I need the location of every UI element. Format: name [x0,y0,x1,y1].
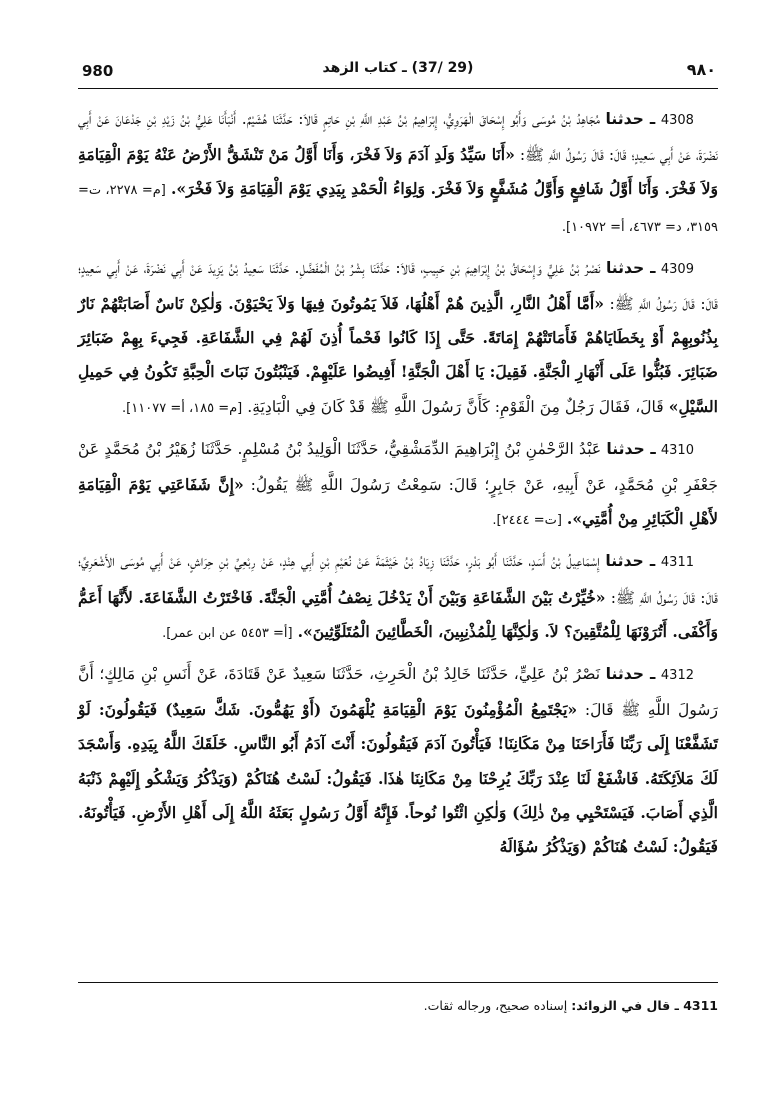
hadith-matn: «يَجْتَمِعُ الْمُؤْمِنُونَ يَوْمَ الْقِيَامَةِ يُلْهَمُونَ (أَوْ يَهُمُّونَ. شَكَّ سَعِيدٌ) فَيَقُولُونَ: لَوْ تَشَفَّعْنَا إِلَى رَبِّنَا فَأَرَاحَنَا مِنْ مَكَانِنَا! فَيَأْتُونَ آدَمَ فَيَقُولُونَ: أَنْتَ آدَمُ أَبُو النَّاسِ. خَلَقَكَ اللَّهُ بِيَدِهِ. وَأَسْجَدَ لَكَ مَلاَئِكَتَهُ. فَاشْفَعْ لَنَا عِنْدَ رَبِّكَ يُرِحْنَا مِنْ مَكَانِنَا هٰذَا. فَيَقُولُ: لَسْتُ هُنَاكُمْ (وَيَذْكُرُ وَيَشْكُو إِلَيْهِمْ ذَنْبَهُ الَّذِي أَصَابَ. فَيَسْتَحْيِي مِنْ ذٰلِكَ) وَلٰكِنِ ائْتُوا نُوحاً. فَإِنَّهُ أَوَّلُ رَسُولٍ بَعَثَهُ اللَّهُ إِلَى أَهْلِ الأَرْضِ. فَيَأْتُونَهُ. فَيَقُولُ: لَسْتُ هُنَاكُمْ (وَيَذْكُرُ سُؤَالَهُ [78,700,718,857]
hadith-matn: «أَنَا سَيِّدُ وَلَدِ آدَمَ وَلاَ فَخْرَ، وَأَنَا أَوَّلُ مَنْ تَنْشَقُّ الأَرْضُ عَنْهُ يَوْمَ الْقِيَامَةِ وَلاَ فَخْرَ. وَأَنَا أَوَّلُ شَافِعٍ وَأَوَّلُ مُشَفَّعٍ وَلاَ فَخْرَ. وَلِوَاءُ الْحَمْدِ بِيَدِي يَوْمَ الْقِيَامَةِ وَلاَ فَخْرَ». [78,145,719,199]
header-divider [78,88,718,89]
hadith-number: 4312 [660,668,694,684]
hadith-matn: «أَمَّا أَهْلُ النَّارِ، الَّذِينَ هُمْ أَهْلُهَا، فَلاَ يَمُوتُونَ فِيهَا وَلاَ يَحْيَوْنَ. وَلٰكِنْ نَاسٌ أَصَابَتْهُمْ نَارٌ بِذُنُوبِهِمْ أَوْ بِخَطَايَاهُمْ فَأَمَاتَتْهُمْ إِمَاتَةً. حَتَّى إِذَا كَانُوا فَحْماً أُذِنَ لَهُمْ فِي الشَّفَاعَةِ. فَجِيءَ بِهِمْ ضَبَائِرَ ضَبَائِرَ. فَبُثُّوا عَلَى أَنْهَارِ الْجَنَّةِ. فَقِيلَ: يَا أَهْلَ الْجَنَّةِ! أَفِيضُوا عَلَيْهِمْ. فَيَنْبُتُونَ نَبَاتَ الْحِبَّةِ تَكُونُ فِي حَمِيلِ السَّيْلِ» [78,294,718,416]
hadith-4308 [78,102,718,245]
footnote-divider [78,982,718,983]
hadith-isnad: نَصْرُ بْنُ عَلِيٍّ، حَدَّثَنَا خَالِدُ بْنُ الْحَرِثِ، حَدَّثَنَا سَعِيدٌ عَنْ قَتَادَةَ، عَنْ أَنَسِ بْنِ مَالِكٍ؛ أَنَّ رَسُولَ اللَّهِ ﷺ قَالَ: [78,665,718,720]
hadith-matn: «إِنَّ شَفَاعَتِي يَوْمَ الْقِيَامَةِ لأَهْلِ الْكَبَائِرِ مِنْ أُمَّتِي». [78,475,718,529]
hadith-lead: ـ حدثنا [605,110,656,128]
page-header [78,58,718,84]
hadith-tail: قَالَ، فَقَالَ رَجُلٌ مِنَ الْقَوْمِ: كَأَنَّ رَسُولَ اللَّهِ ﷺ قَدْ كَانَ فِي الْبَادِيَةِ. [247,397,664,416]
hadith-lead: ـ حدثنا [605,665,656,684]
hadith-4311 [78,544,718,651]
page-number-arabic: ٩٨٠ [686,60,716,79]
hadith-lead: ـ حدثنا [606,439,656,458]
hadith-isnad: نَصْرُ بْنُ عَلِيٍّ وَإِسْحَاقُ بْنُ إِبْرَاهِيمَ بْنِ حَبِيبٍ، قَالاَ: حَدَّثَنَا بِشْرُ بْنُ الْمُفَضَّلِ. حَدَّثَنَا سَعِيدُ بْنُ يَزِيدَ عَنْ أَبِي نَضْرَةَ، عَنْ أَبِي سَعِيدٍ؛ قَالَ: قَالَ رَسُولُ اللَّهِ ﷺ: [78,258,718,314]
hadith-4309 [78,251,718,426]
hadith-reference: [أ= ٥٤٥٣ عن ابن عمر]. [162,625,293,641]
footnote [78,996,718,1016]
running-title: (29 /37) ـ كتاب الزهد [322,60,474,76]
hadith-lead: ـ حدثنا [605,258,656,277]
hadith-matn: «خُيِّرْتُ بَيْنَ الشَّفَاعَةِ وَبَيْنَ أَنْ يَدْخُلَ نِصْفُ أُمَّتِي الْجَنَّةَ. فَاخْتَرْتُ الشَّفَاعَةَ. لأَنَّهَا أَعَمُّ وَأَكْفَى. أَتُرَوْنَهَا لِلْمُتَّقِينَ؟ لاَ. وَلٰكِنَّهَا لِلْمُذْنِبِينَ، الْخَطَّائِينَ الْمُتَلَوِّثِينَ». [78,587,718,641]
hadith-reference: [ت= ٢٤٤٤]. [492,513,562,529]
footnote-label: 4311 ـ قال في الزوائد: [571,998,718,1013]
footnote-text: إسناده صحيح، ورجاله ثقات. [423,998,568,1013]
hadith-isnad: عَبْدُ الرَّحْمٰنِ بْنُ إِبْرَاهِيمَ الدِّمَشْقِيُّ، حَدَّثَنَا الْوَلِيدُ بْنُ مُسْلِمٍ. حَدَّثَنَا زُهَيْرُ بْنُ مُحَمَّدٍ عَنْ جَعْفَرِ بْنِ مُحَمَّدٍ، عَنْ أَبِيهِ، عَنْ جَابِرٍ؛ قَالَ: سَمِعْتُ رَسُولَ اللَّهِ ﷺ يَقُولُ: [78,439,718,495]
hadith-number: 4311 [660,555,694,571]
page-number-latin: 980 [82,62,114,80]
hadith-number: 4308 [660,113,694,128]
hadith-reference: [م= ١٨٥، أ= ١١٠٧٧]. [122,400,243,416]
main-text [78,102,718,870]
hadith-number: 4309 [660,261,694,277]
hadith-number: 4310 [660,442,694,458]
hadith-4312 [78,657,718,864]
hadith-reference: [م= ٢٢٧٨، ت= ٣١٥٩، د= ٤٦٧٣، أ= ١٠٩٧٢]. [78,183,718,235]
hadith-isnad: إِسْمَاعِيلُ بْنُ أَسَدٍ، حَدَّثَنَا أَبُو بَدْرٍ، حَدَّثَنَا زِيَادُ بْنُ خَيْثَمَةَ عَنْ نُعَيْمِ بْنِ أَبِي هِنْدٍ، عَنْ رِبْعِيِّ بْنِ حِرَاشٍ، عَنْ أَبِي مُوسَى الأَشْعَرِيِّ؛ قَالَ: قَالَ رَسُولُ اللَّهِ ﷺ: [78,552,718,607]
hadith-4310 [78,432,718,539]
hadith-isnad: مُجَاهِدُ بْنُ مُوسَى وَأَبُو إِسْحَاقَ الْهَرَوِيُّ، إِبْرَاهِيمُ بْنُ عَبْدِ اللَّهِ بْنِ حَاتِمٍ قَالاَ: حَدَّثَنَا هُشَيْمٌ. أَنْبَأَنَا عَلِيُّ بْنُ زَيْدِ بْنِ جَدْعَانَ عَنْ أَبِي نَضْرَةَ، عَنْ أَبِي سَعِيدٍ؛ قَالَ: قَالَ رَسُولُ اللَّهِ ﷺ: [78,110,718,165]
hadith-lead: ـ حدثنا [605,552,656,571]
